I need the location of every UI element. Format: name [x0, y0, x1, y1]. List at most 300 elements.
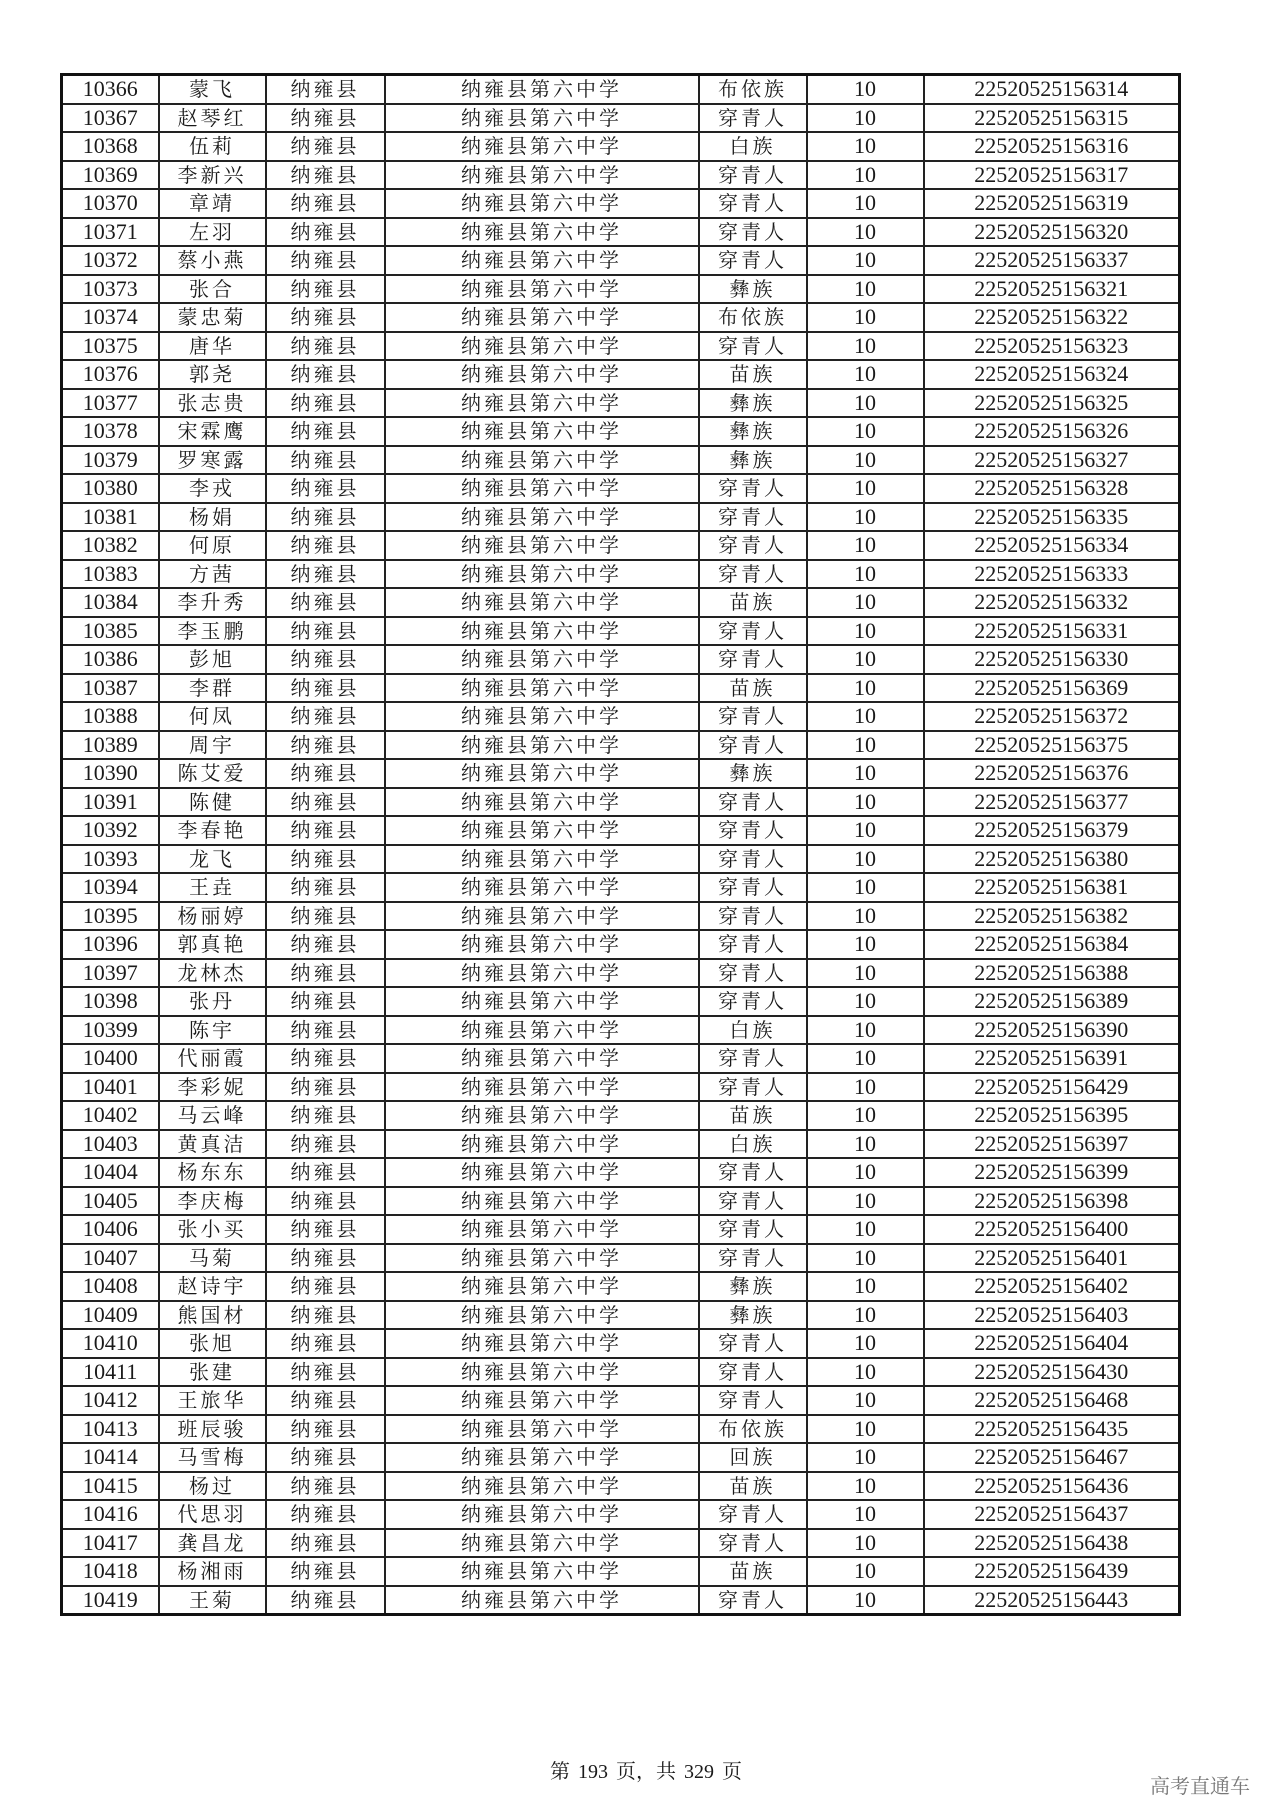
table-row: [62, 1443, 1180, 1472]
school-cell: 纳雍县第六中学: [385, 275, 699, 304]
school-cell: 纳雍县第六中学: [385, 1187, 699, 1216]
exam-id-cell: 22520525156314: [924, 75, 1180, 104]
table-row: [62, 959, 1180, 988]
county-cell: 纳雍县: [266, 816, 385, 845]
ethnicity-cell: 穿青人: [699, 1187, 807, 1216]
bonus-points-cell: 10: [807, 1358, 924, 1387]
school-cell: 纳雍县第六中学: [385, 1586, 699, 1615]
student-name-cell: 赵琴红: [159, 104, 266, 133]
student-name-cell: 杨丽婷: [159, 902, 266, 931]
exam-id-cell: 22520525156388: [924, 959, 1180, 988]
school-cell: 纳雍县第六中学: [385, 1130, 699, 1159]
school-cell: 纳雍县第六中学: [385, 1443, 699, 1472]
county-cell: 纳雍县: [266, 417, 385, 446]
bonus-points-cell: 10: [807, 645, 924, 674]
school-cell: 纳雍县第六中学: [385, 474, 699, 503]
ethnicity-cell: 穿青人: [699, 218, 807, 247]
exam-id-cell: 22520525156322: [924, 303, 1180, 332]
school-cell: 纳雍县第六中学: [385, 503, 699, 532]
row-number-cell: 10395: [62, 902, 159, 931]
student-name-cell: 蔡小燕: [159, 246, 266, 275]
bonus-points-cell: 10: [807, 1158, 924, 1187]
row-number-cell: 10370: [62, 189, 159, 218]
county-cell: 纳雍县: [266, 588, 385, 617]
bonus-points-cell: 10: [807, 1016, 924, 1045]
row-number-cell: 10367: [62, 104, 159, 133]
bonus-points-cell: 10: [807, 759, 924, 788]
ethnicity-cell: 穿青人: [699, 645, 807, 674]
school-cell: 纳雍县第六中学: [385, 1500, 699, 1529]
school-cell: 纳雍县第六中学: [385, 446, 699, 475]
exam-id-cell: 22520525156435: [924, 1415, 1180, 1444]
exam-id-cell: 22520525156320: [924, 218, 1180, 247]
bonus-points-cell: 10: [807, 218, 924, 247]
ethnicity-cell: 苗族: [699, 588, 807, 617]
table-row: [62, 360, 1180, 389]
student-name-cell: 蒙飞: [159, 75, 266, 104]
table-row: [62, 1586, 1180, 1615]
school-cell: 纳雍县第六中学: [385, 845, 699, 874]
school-cell: 纳雍县第六中学: [385, 303, 699, 332]
county-cell: 纳雍县: [266, 1101, 385, 1130]
bonus-points-cell: 10: [807, 1415, 924, 1444]
exam-id-cell: 22520525156404: [924, 1329, 1180, 1358]
county-cell: 纳雍县: [266, 1500, 385, 1529]
county-cell: 纳雍县: [266, 1358, 385, 1387]
table-row: [62, 1415, 1180, 1444]
exam-id-cell: 22520525156384: [924, 930, 1180, 959]
table-row: [62, 816, 1180, 845]
table-row: [62, 588, 1180, 617]
school-cell: 纳雍县第六中学: [385, 1016, 699, 1045]
ethnicity-cell: 穿青人: [699, 873, 807, 902]
row-number-cell: 10369: [62, 161, 159, 190]
ethnicity-cell: 穿青人: [699, 474, 807, 503]
exam-id-cell: 22520525156334: [924, 531, 1180, 560]
bonus-points-cell: 10: [807, 1244, 924, 1273]
table-row: [62, 275, 1180, 304]
student-name-cell: 李戎: [159, 474, 266, 503]
school-cell: 纳雍县第六中学: [385, 132, 699, 161]
table-row: [62, 560, 1180, 589]
county-cell: 纳雍县: [266, 503, 385, 532]
ethnicity-cell: 苗族: [699, 360, 807, 389]
exam-id-cell: 22520525156429: [924, 1073, 1180, 1102]
student-name-cell: 何原: [159, 531, 266, 560]
row-number-cell: 10405: [62, 1187, 159, 1216]
county-cell: 纳雍县: [266, 959, 385, 988]
county-cell: 纳雍县: [266, 845, 385, 874]
student-name-cell: 张丹: [159, 987, 266, 1016]
row-number-cell: 10408: [62, 1272, 159, 1301]
bonus-points-cell: 10: [807, 987, 924, 1016]
exam-id-cell: 22520525156381: [924, 873, 1180, 902]
county-cell: 纳雍县: [266, 1073, 385, 1102]
student-name-cell: 张志贵: [159, 389, 266, 418]
school-cell: 纳雍县第六中学: [385, 218, 699, 247]
bonus-points-cell: 10: [807, 959, 924, 988]
row-number-cell: 10368: [62, 132, 159, 161]
student-name-cell: 王垚: [159, 873, 266, 902]
student-name-cell: 罗寒露: [159, 446, 266, 475]
ethnicity-cell: 穿青人: [699, 189, 807, 218]
row-number-cell: 10384: [62, 588, 159, 617]
row-number-cell: 10389: [62, 731, 159, 760]
exam-id-cell: 22520525156389: [924, 987, 1180, 1016]
ethnicity-cell: 布依族: [699, 1415, 807, 1444]
row-number-cell: 10387: [62, 674, 159, 703]
exam-id-cell: 22520525156398: [924, 1187, 1180, 1216]
ethnicity-cell: 穿青人: [699, 702, 807, 731]
county-cell: 纳雍县: [266, 617, 385, 646]
school-cell: 纳雍县第六中学: [385, 1329, 699, 1358]
school-cell: 纳雍县第六中学: [385, 930, 699, 959]
county-cell: 纳雍县: [266, 702, 385, 731]
county-cell: 纳雍县: [266, 132, 385, 161]
county-cell: 纳雍县: [266, 161, 385, 190]
row-number-cell: 10379: [62, 446, 159, 475]
table-row: [62, 930, 1180, 959]
ethnicity-cell: 穿青人: [699, 987, 807, 1016]
school-cell: 纳雍县第六中学: [385, 959, 699, 988]
table-row: [62, 987, 1180, 1016]
school-cell: 纳雍县第六中学: [385, 987, 699, 1016]
exam-id-cell: 22520525156333: [924, 560, 1180, 589]
student-name-cell: 宋霖鹰: [159, 417, 266, 446]
row-number-cell: 10390: [62, 759, 159, 788]
student-name-cell: 张小买: [159, 1215, 266, 1244]
table-row: [62, 417, 1180, 446]
footer-middle: 页，共: [616, 1761, 676, 1783]
exam-id-cell: 22520525156375: [924, 731, 1180, 760]
school-cell: 纳雍县第六中学: [385, 1529, 699, 1558]
table-row: [62, 1500, 1180, 1529]
student-name-cell: 张合: [159, 275, 266, 304]
ethnicity-cell: 穿青人: [699, 1073, 807, 1102]
ethnicity-cell: 穿青人: [699, 816, 807, 845]
student-name-cell: 方茜: [159, 560, 266, 589]
student-name-cell: 班辰骏: [159, 1415, 266, 1444]
table-row: [62, 531, 1180, 560]
table-row: [62, 446, 1180, 475]
school-cell: 纳雍县第六中学: [385, 759, 699, 788]
ethnicity-cell: 穿青人: [699, 1358, 807, 1387]
bonus-points-cell: 10: [807, 1187, 924, 1216]
bonus-points-cell: 10: [807, 617, 924, 646]
county-cell: 纳雍县: [266, 1329, 385, 1358]
bonus-points-cell: 10: [807, 1044, 924, 1073]
ethnicity-cell: 穿青人: [699, 246, 807, 275]
page-footer: [0, 1755, 1280, 1784]
bonus-points-cell: 10: [807, 132, 924, 161]
row-number-cell: 10415: [62, 1472, 159, 1501]
row-number-cell: 10401: [62, 1073, 159, 1102]
row-number-cell: 10375: [62, 332, 159, 361]
student-name-cell: 周宇: [159, 731, 266, 760]
school-cell: 纳雍县第六中学: [385, 1101, 699, 1130]
table-row: [62, 1215, 1180, 1244]
table-row: [62, 75, 1180, 104]
school-cell: 纳雍县第六中学: [385, 1386, 699, 1415]
ethnicity-cell: 白族: [699, 132, 807, 161]
bonus-points-cell: 10: [807, 902, 924, 931]
exam-id-cell: 22520525156399: [924, 1158, 1180, 1187]
bonus-points-cell: 10: [807, 1529, 924, 1558]
county-cell: 纳雍县: [266, 1557, 385, 1586]
school-cell: 纳雍县第六中学: [385, 1044, 699, 1073]
ethnicity-cell: 穿青人: [699, 1386, 807, 1415]
student-name-cell: 杨过: [159, 1472, 266, 1501]
student-name-cell: 马云峰: [159, 1101, 266, 1130]
bonus-points-cell: 10: [807, 104, 924, 133]
row-number-cell: 10396: [62, 930, 159, 959]
county-cell: 纳雍县: [266, 1529, 385, 1558]
bonus-points-cell: 10: [807, 474, 924, 503]
bonus-points-cell: 10: [807, 75, 924, 104]
school-cell: 纳雍县第六中学: [385, 731, 699, 760]
ethnicity-cell: 彝族: [699, 1272, 807, 1301]
exam-id-cell: 22520525156437: [924, 1500, 1180, 1529]
bonus-points-cell: 10: [807, 788, 924, 817]
school-cell: 纳雍县第六中学: [385, 75, 699, 104]
bonus-points-cell: 10: [807, 246, 924, 275]
student-name-cell: 蒙忠菊: [159, 303, 266, 332]
row-number-cell: 10403: [62, 1130, 159, 1159]
county-cell: 纳雍县: [266, 731, 385, 760]
ethnicity-cell: 穿青人: [699, 1329, 807, 1358]
student-name-cell: 李玉鹏: [159, 617, 266, 646]
row-number-cell: 10391: [62, 788, 159, 817]
table-body: [62, 75, 1180, 1615]
county-cell: 纳雍县: [266, 902, 385, 931]
table-row: [62, 731, 1180, 760]
county-cell: 纳雍县: [266, 1187, 385, 1216]
county-cell: 纳雍县: [266, 1130, 385, 1159]
table-row: [62, 674, 1180, 703]
student-name-cell: 王菊: [159, 1586, 266, 1615]
county-cell: 纳雍县: [266, 1301, 385, 1330]
row-number-cell: 10393: [62, 845, 159, 874]
county-cell: 纳雍县: [266, 246, 385, 275]
ethnicity-cell: 穿青人: [699, 788, 807, 817]
row-number-cell: 10406: [62, 1215, 159, 1244]
exam-id-cell: 22520525156401: [924, 1244, 1180, 1273]
bonus-points-cell: 10: [807, 702, 924, 731]
exam-id-cell: 22520525156391: [924, 1044, 1180, 1073]
exam-id-cell: 22520525156316: [924, 132, 1180, 161]
row-number-cell: 10407: [62, 1244, 159, 1273]
county-cell: 纳雍县: [266, 332, 385, 361]
table-row: [62, 788, 1180, 817]
exam-id-cell: 22520525156372: [924, 702, 1180, 731]
exam-id-cell: 22520525156382: [924, 902, 1180, 931]
exam-id-cell: 22520525156436: [924, 1472, 1180, 1501]
table-row: [62, 132, 1180, 161]
bonus-points-cell: 10: [807, 845, 924, 874]
footer-prefix: 第: [550, 1761, 570, 1783]
table-row: [62, 104, 1180, 133]
watermark: 高考直通车: [1150, 1774, 1250, 1798]
ethnicity-cell: 穿青人: [699, 930, 807, 959]
student-name-cell: 陈艾爱: [159, 759, 266, 788]
school-cell: 纳雍县第六中学: [385, 617, 699, 646]
ethnicity-cell: 穿青人: [699, 332, 807, 361]
bonus-points-cell: 10: [807, 1301, 924, 1330]
table-row: [62, 1101, 1180, 1130]
bonus-points-cell: 10: [807, 930, 924, 959]
ethnicity-cell: 穿青人: [699, 902, 807, 931]
ethnicity-cell: 穿青人: [699, 731, 807, 760]
exam-id-cell: 22520525156323: [924, 332, 1180, 361]
exam-id-cell: 22520525156379: [924, 816, 1180, 845]
ethnicity-cell: 彝族: [699, 417, 807, 446]
county-cell: 纳雍县: [266, 75, 385, 104]
table-row: [62, 1301, 1180, 1330]
exam-id-cell: 22520525156403: [924, 1301, 1180, 1330]
ethnicity-cell: 穿青人: [699, 617, 807, 646]
table-row: [62, 161, 1180, 190]
exam-id-cell: 22520525156335: [924, 503, 1180, 532]
county-cell: 纳雍县: [266, 1472, 385, 1501]
table-row: [62, 902, 1180, 931]
exam-id-cell: 22520525156324: [924, 360, 1180, 389]
exam-id-cell: 22520525156369: [924, 674, 1180, 703]
table-row: [62, 1244, 1180, 1273]
student-name-cell: 李群: [159, 674, 266, 703]
table-row: [62, 1557, 1180, 1586]
student-name-cell: 龚昌龙: [159, 1529, 266, 1558]
table-row: [62, 1073, 1180, 1102]
row-number-cell: 10381: [62, 503, 159, 532]
bonus-points-cell: 10: [807, 1500, 924, 1529]
ethnicity-cell: 穿青人: [699, 1158, 807, 1187]
school-cell: 纳雍县第六中学: [385, 645, 699, 674]
bonus-points-cell: 10: [807, 674, 924, 703]
exam-id-cell: 22520525156325: [924, 389, 1180, 418]
student-name-cell: 李新兴: [159, 161, 266, 190]
student-name-cell: 李庆梅: [159, 1187, 266, 1216]
county-cell: 纳雍县: [266, 1215, 385, 1244]
school-cell: 纳雍县第六中学: [385, 788, 699, 817]
county-cell: 纳雍县: [266, 788, 385, 817]
row-number-cell: 10383: [62, 560, 159, 589]
ethnicity-cell: 布依族: [699, 303, 807, 332]
row-number-cell: 10412: [62, 1386, 159, 1415]
county-cell: 纳雍县: [266, 1272, 385, 1301]
ethnicity-cell: 穿青人: [699, 531, 807, 560]
school-cell: 纳雍县第六中学: [385, 1244, 699, 1273]
school-cell: 纳雍县第六中学: [385, 560, 699, 589]
row-number-cell: 10382: [62, 531, 159, 560]
bonus-points-cell: 10: [807, 588, 924, 617]
county-cell: 纳雍县: [266, 1244, 385, 1273]
table-row: [62, 303, 1180, 332]
school-cell: 纳雍县第六中学: [385, 161, 699, 190]
table-row: [62, 1472, 1180, 1501]
county-cell: 纳雍县: [266, 446, 385, 475]
student-name-cell: 何凤: [159, 702, 266, 731]
table-row: [62, 759, 1180, 788]
ethnicity-cell: 穿青人: [699, 161, 807, 190]
bonus-points-cell: 10: [807, 303, 924, 332]
student-name-cell: 龙飞: [159, 845, 266, 874]
bonus-points-cell: 10: [807, 417, 924, 446]
bonus-points-cell: 10: [807, 360, 924, 389]
ethnicity-cell: 苗族: [699, 674, 807, 703]
table-row: [62, 1329, 1180, 1358]
table-row: [62, 1130, 1180, 1159]
ethnicity-cell: 穿青人: [699, 1500, 807, 1529]
student-name-cell: 李升秀: [159, 588, 266, 617]
row-number-cell: 10371: [62, 218, 159, 247]
student-name-cell: 代丽霞: [159, 1044, 266, 1073]
row-number-cell: 10372: [62, 246, 159, 275]
county-cell: 纳雍县: [266, 360, 385, 389]
student-name-cell: 马菊: [159, 1244, 266, 1273]
row-number-cell: 10373: [62, 275, 159, 304]
bonus-points-cell: 10: [807, 1386, 924, 1415]
row-number-cell: 10418: [62, 1557, 159, 1586]
ethnicity-cell: 彝族: [699, 446, 807, 475]
county-cell: 纳雍县: [266, 218, 385, 247]
table-row: [62, 1187, 1180, 1216]
school-cell: 纳雍县第六中学: [385, 588, 699, 617]
exam-id-cell: 22520525156380: [924, 845, 1180, 874]
ethnicity-cell: 彝族: [699, 389, 807, 418]
bonus-points-cell: 10: [807, 1215, 924, 1244]
row-number-cell: 10380: [62, 474, 159, 503]
row-number-cell: 10414: [62, 1443, 159, 1472]
exam-id-cell: 22520525156321: [924, 275, 1180, 304]
row-number-cell: 10397: [62, 959, 159, 988]
bonus-points-cell: 10: [807, 1472, 924, 1501]
student-name-cell: 杨东东: [159, 1158, 266, 1187]
ethnicity-cell: 苗族: [699, 1557, 807, 1586]
ethnicity-cell: 苗族: [699, 1472, 807, 1501]
row-number-cell: 10394: [62, 873, 159, 902]
row-number-cell: 10388: [62, 702, 159, 731]
exam-id-cell: 22520525156438: [924, 1529, 1180, 1558]
row-number-cell: 10416: [62, 1500, 159, 1529]
student-name-cell: 龙林杰: [159, 959, 266, 988]
exam-id-cell: 22520525156327: [924, 446, 1180, 475]
table-row: [62, 1016, 1180, 1045]
ethnicity-cell: 穿青人: [699, 1529, 807, 1558]
exam-id-cell: 22520525156337: [924, 246, 1180, 275]
school-cell: 纳雍县第六中学: [385, 1358, 699, 1387]
school-cell: 纳雍县第六中学: [385, 1073, 699, 1102]
exam-id-cell: 22520525156328: [924, 474, 1180, 503]
county-cell: 纳雍县: [266, 1044, 385, 1073]
school-cell: 纳雍县第六中学: [385, 104, 699, 133]
county-cell: 纳雍县: [266, 303, 385, 332]
row-number-cell: 10386: [62, 645, 159, 674]
ethnicity-cell: 穿青人: [699, 959, 807, 988]
bonus-points-cell: 10: [807, 1073, 924, 1102]
bonus-points-cell: 10: [807, 560, 924, 589]
ethnicity-cell: 彝族: [699, 1301, 807, 1330]
row-number-cell: 10377: [62, 389, 159, 418]
county-cell: 纳雍县: [266, 1443, 385, 1472]
row-number-cell: 10385: [62, 617, 159, 646]
county-cell: 纳雍县: [266, 873, 385, 902]
ethnicity-cell: 穿青人: [699, 503, 807, 532]
school-cell: 纳雍县第六中学: [385, 1215, 699, 1244]
row-number-cell: 10402: [62, 1101, 159, 1130]
school-cell: 纳雍县第六中学: [385, 389, 699, 418]
table-row: [62, 218, 1180, 247]
ethnicity-cell: 穿青人: [699, 1586, 807, 1615]
